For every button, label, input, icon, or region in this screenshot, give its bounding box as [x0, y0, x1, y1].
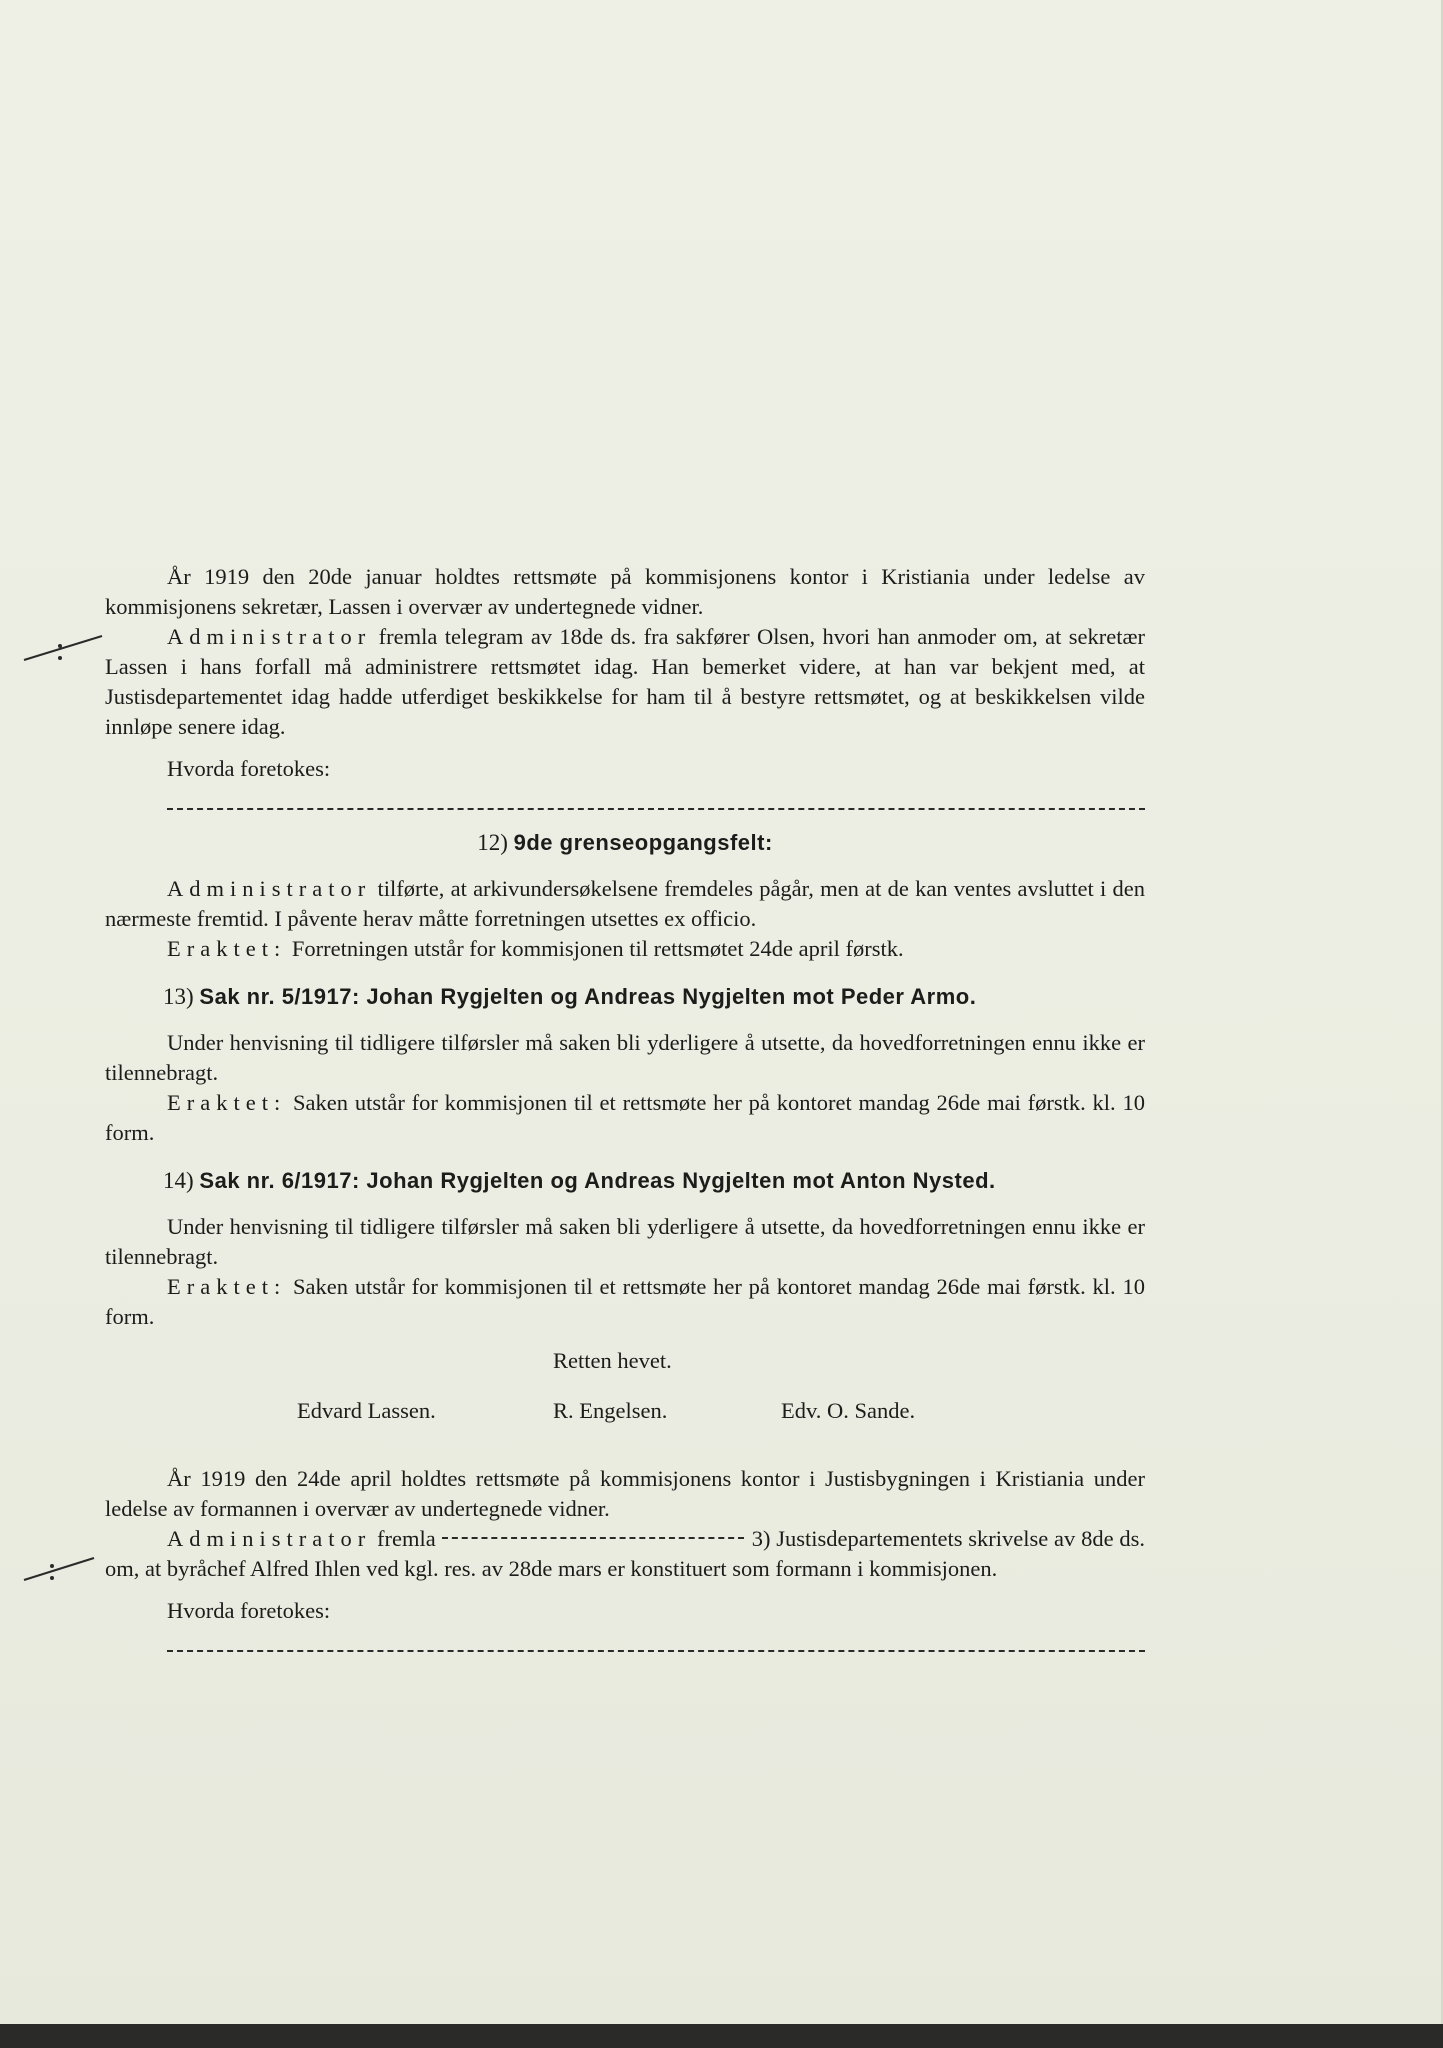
case12-eraktet-text: Forretningen utstår for kommisjonen til rettsmøtet 24de april førstk.	[291, 936, 904, 961]
session1-admin-paragraph	[105, 622, 1145, 742]
case13-text: Under henvisning til tidligere tilførsler må saken bli yderligere å utsette, da hovedforretningen ennu ikke er tilennebragt.	[105, 1030, 1145, 1085]
case14-text: Under henvisning til tidligere tilførsler må saken bli yderligere å utsette, da hovedforretningen ennu ikke er tilennebragt.	[105, 1214, 1145, 1269]
margin-check-mark	[22, 626, 112, 666]
signature-2: R. Engelsen.	[553, 1398, 668, 1423]
administrator-label: Administrator	[167, 876, 372, 901]
dash-separator	[167, 786, 1145, 810]
administrator-label: Administrator	[167, 624, 372, 649]
inline-dash	[442, 1537, 744, 1539]
case13-title: Sak nr. 5/1917: Johan Rygjelten og Andreas Nygjelten mot Peder Armo.	[199, 984, 977, 1009]
signature-1: Edvard Lassen.	[297, 1398, 436, 1423]
eraktet-label: Eraktet:	[167, 1090, 287, 1115]
case13-heading	[105, 982, 1145, 1012]
case12-admin-paragraph	[105, 874, 1145, 934]
session1-admin-text: fremla telegram av 18de ds. fra sakfører Olsen, hvori han anmoder om, at sekretær Lassen i hans forfall må administrere rettsmøtet idag. Han bemerket videre, at han var bekjent med, at Justisdepartementet idag hadde utferdiget beskikkelse for ham til å bestyre rettsmøtet, og at beskikkelsen vilde innløpe senere idag.	[105, 624, 1145, 739]
session1-hvorda: Hvorda foretokes:	[167, 756, 331, 781]
session2-admin-text: 3) Justisdepartementets skrivelse av 8de ds. om, at byråchef Alfred Ihlen ved kgl. res. av 28de mars er konstituert som formann i kommisjonen.	[105, 1526, 1145, 1581]
case12-number: 12)	[477, 830, 508, 855]
session2-hvorda: Hvorda foretokes:	[167, 1598, 331, 1623]
administrator-label: Administrator	[167, 1526, 372, 1551]
case12-heading	[105, 828, 1145, 858]
case14-title: Sak nr. 6/1917: Johan Rygjelten og Andreas Nygjelten mot Anton Nysted.	[199, 1168, 996, 1193]
case13-number: 13)	[163, 984, 194, 1009]
case14-heading	[105, 1166, 1145, 1196]
eraktet-label: Eraktet:	[167, 1274, 287, 1299]
retten-hevet: Retten hevet.	[553, 1348, 672, 1373]
session1-intro: År 1919 den 20de januar holdtes rettsmøte på kommisjonens kontor i Kristiania under ledelse av kommisjonens sekretær, Lassen i overvær av undertegnede vidner.	[105, 564, 1145, 619]
document-body	[105, 562, 1145, 1666]
case14-eraktet	[105, 1272, 1145, 1332]
session2-admin-fremla: fremla	[377, 1526, 436, 1551]
case14-eraktet-text: Saken utstår for kommisjonen til et rettsmøte her på kontoret mandag 26de mai førstk. kl. 10 form.	[105, 1274, 1145, 1329]
signatures	[105, 1396, 1145, 1430]
case12-admin-text: tilførte, at arkivundersøkelsene fremdeles pågår, men at de kan ventes avsluttet i den nærmeste fremtid. I påvente herav måtte forretningen utsettes ex officio.	[105, 876, 1145, 931]
margin-check-mark	[22, 1546, 112, 1586]
session2-intro: År 1919 den 24de april holdtes rettsmøte på kommisjonens kontor i Justisbygningen i Kristiania under ledelse av formannen i overvær av undertegnede vidner.	[105, 1466, 1145, 1521]
case12-title: 9de grenseopgangsfelt:	[513, 830, 773, 855]
case13-eraktet-text: Saken utstår for kommisjonen til et rettsmøte her på kontoret mandag 26de mai førstk. kl. 10 form.	[105, 1090, 1145, 1145]
case14-number: 14)	[163, 1168, 194, 1193]
scan-bottom-border	[0, 2024, 1443, 2048]
session2-admin-paragraph	[105, 1524, 1145, 1584]
case12-eraktet	[105, 934, 1145, 964]
eraktet-label: Eraktet:	[167, 936, 287, 961]
case13-eraktet	[105, 1088, 1145, 1148]
signature-3: Edv. O. Sande.	[781, 1398, 916, 1423]
dash-separator	[167, 1628, 1145, 1652]
